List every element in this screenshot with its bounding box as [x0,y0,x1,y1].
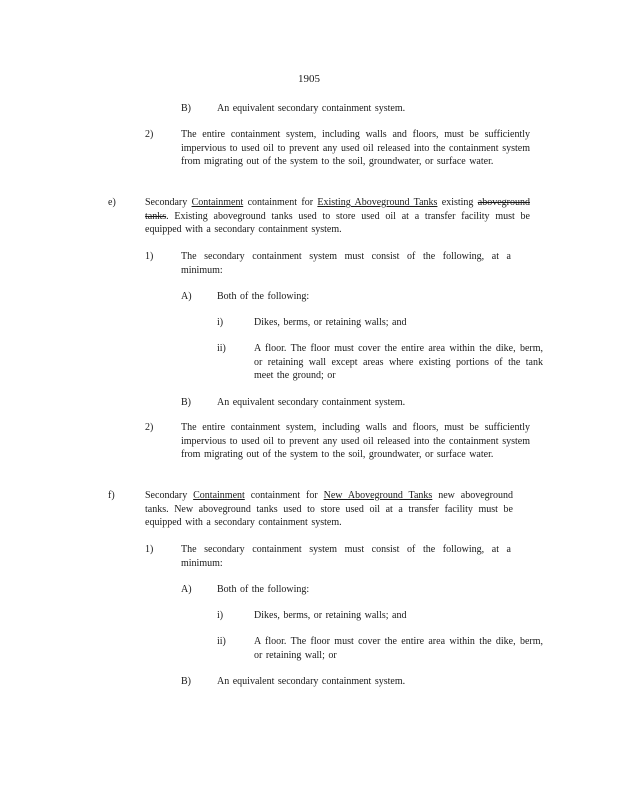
page-number: 1905 [298,73,320,85]
item-label-e1a: A) [181,291,192,302]
item-text-e1ai: Dikes, berms, or retaining walls; and [254,317,407,328]
item-label-e1: 1) [145,251,154,262]
text-run: existing [437,197,478,208]
section-text-e [145,196,530,237]
section-label-f: f) [108,490,115,501]
item-label-e1aii: ii) [217,343,226,354]
item-text-e1aii: A floor. The floor must cover the entire area within the dike, berm, or retaining wall except areas where existing portions of the tank meet the ground; or [254,343,543,382]
item-text-e1b: An equivalent secondary containment system. [217,397,406,408]
item-text-f1ai: Dikes, berms, or retaining walls; and [254,610,407,621]
text-run: containment for [243,197,318,208]
item-text-f1: The secondary containment system must consist of the following, at a minimum: [181,544,511,569]
text-run: containment for [244,490,324,501]
item-text-e2: The entire containment system, including walls and floors, must be sufficiently impervious to used oil to prevent any used oil released into the containment system from migrating out of the system to the soil, groundwater, or surface water. [181,422,530,461]
section-label-e: e) [108,197,116,208]
inserted-text: New Aboveground Tanks [323,490,433,501]
text-run: Secondary [145,490,194,501]
item-label-f1b: B) [181,676,191,687]
item-text-b: An equivalent secondary containment system. [217,103,406,114]
item-label-e1ai: i) [217,317,224,328]
text-run: new aboveground tanks. New aboveground tanks used to store used oil at a transfer facility must be equipped with a secondary containment system. [145,490,513,529]
item-text-e1a: Both of the following: [217,291,310,302]
text-run: . Existing aboveground tanks used to store used oil at a transfer facility must be equipped with a secondary containment system. [145,210,530,236]
inserted-text: Containment [193,490,245,501]
item-label-f1ai: i) [217,610,224,621]
item-text-f1aii: A floor. The floor must cover the entire area within the dike, berm, or retaining wall; or [254,636,543,661]
inserted-text: Existing Aboveground Tanks [317,197,438,208]
item-text-f1b: An equivalent secondary containment system. [217,676,406,687]
item-label-e2: 2) [145,422,154,433]
item-label-e1b: B) [181,397,191,408]
item-text-e1: The secondary containment system must consist of the following, at a minimum: [181,251,511,276]
item-label-b: B) [181,103,191,114]
item-label-f1aii: ii) [217,636,226,647]
item-label-f1a: A) [181,584,192,595]
item-text-2: The entire containment system, including walls and floors, must be sufficiently impervious to used oil to prevent any used oil released into the containment system from migrating out of the system to the soil, groundwater, or surface water. [181,129,530,168]
item-label-2: 2) [145,129,154,140]
inserted-text: Containment [191,197,244,208]
section-text-f [145,489,513,530]
text-run: Secondary [145,197,192,208]
deleted-text: aboveground tanks [145,197,530,222]
item-label-f1: 1) [145,544,154,555]
item-text-f1a: Both of the following: [217,584,310,595]
